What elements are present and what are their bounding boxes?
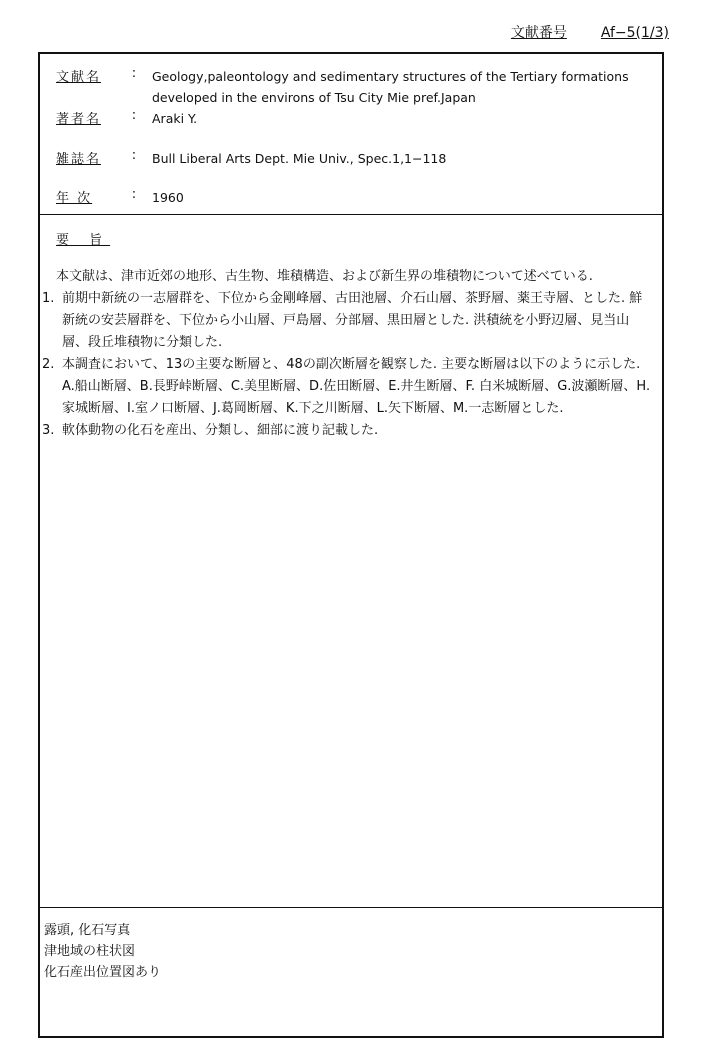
title-value: Geology,paleontology and sedimentary structures of the Tertiary formations developed in the environs of Tsu City Mie pref.Japan — [152, 69, 629, 105]
author-field — [56, 108, 652, 129]
year-separator: : — [131, 187, 137, 202]
abstract-body — [40, 266, 660, 442]
abstract-item-text: 前期中新統の一志層群を、下位から金剛峰層、古田池層、介石山層、茶野層、薬王寺層、とした. 鮮新統の安芸層群を、下位から小山層、戸島層、分部層、黒田層とした. 洪積統を小野辺層、見当山層、段丘堆積物に分類した. — [62, 291, 643, 350]
abstract-item — [40, 288, 660, 354]
journal-separator: : — [131, 148, 137, 163]
author-separator: : — [131, 108, 137, 123]
note-line: 露頭, 化石写真 — [44, 923, 131, 938]
title-field — [56, 66, 652, 108]
abstract-item-text: 本調査において、13の主要な断層と、48の副次断層を観察した. 主要な断層は以下のように示した. A.船山断層、B.長野峠断層、C.美里断層、D.佐田断層、E.井生断層、F. 白米城断層、G.波瀬断層、H.家城断層、I.室ノ口断層、J.葛岡断層、K.下之川断層、L.矢下断層、M.一志断層とした. — [62, 357, 651, 416]
summary-heading: 要 旨 — [56, 233, 111, 248]
journal-label: 雑誌名 — [56, 152, 102, 167]
header-divider — [40, 214, 662, 215]
title-separator: : — [131, 66, 137, 81]
document-number — [511, 22, 669, 42]
note-line: 津地域の柱状図 — [44, 944, 136, 959]
abstract-item-text: 軟体動物の化石を産出、分類し、細部に渡り記載した. — [62, 423, 379, 438]
document-number-value: Af−5(1/3) — [600, 25, 669, 41]
notes-divider — [40, 907, 662, 908]
notes-section — [44, 920, 161, 983]
author-label: 著者名 — [56, 112, 102, 127]
year-value: 1960 — [152, 190, 184, 205]
document-number-label: 文献番号 — [510, 25, 567, 41]
year-label: 年 次 — [56, 191, 93, 206]
abstract-item-number: 1. — [42, 291, 55, 306]
abstract-item — [40, 420, 660, 442]
journal-value: Bull Liberal Arts Dept. Mie Univ., Spec.1,1−118 — [152, 151, 447, 166]
author-value: Araki Y. — [152, 111, 198, 126]
abstract-intro: 本文献は、津市近郊の地形、古生物、堆積構造、および新生界の堆積物について述べている. — [56, 269, 593, 284]
title-label: 文献名 — [56, 70, 102, 85]
year-field — [56, 187, 652, 208]
abstract-item — [40, 354, 660, 420]
note-line: 化石産出位置図あり — [44, 965, 162, 980]
abstract-item-number: 3. — [42, 423, 55, 438]
abstract-item-number: 2. — [42, 357, 55, 372]
journal-field — [56, 148, 652, 169]
document-frame — [38, 52, 664, 1038]
